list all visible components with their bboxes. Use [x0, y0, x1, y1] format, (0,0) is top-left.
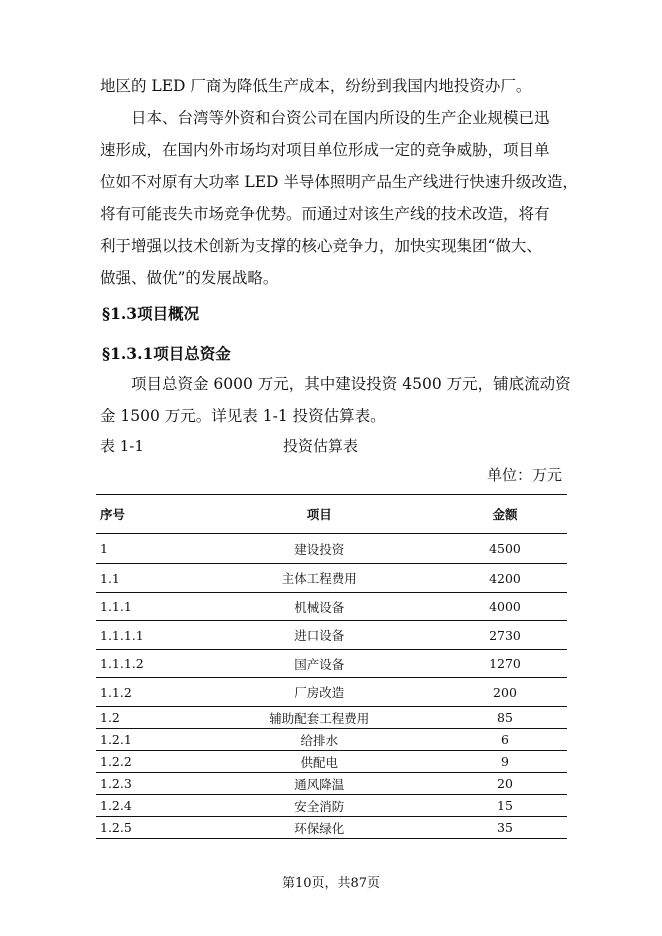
cell-no: 1.2.4	[96, 795, 195, 817]
cell-amount: 85	[443, 707, 567, 729]
cell-item: 供配电	[195, 751, 443, 773]
cell-item: 国产设备	[195, 650, 443, 678]
paragraph-continuation	[100, 70, 570, 102]
table-title: 投资估算表	[283, 437, 359, 455]
cell-amount: 15	[443, 795, 567, 817]
cell-item: 主体工程费用	[195, 564, 443, 593]
cell-no: 1.1.1.1	[96, 621, 195, 650]
cell-amount: 1270	[443, 650, 567, 678]
cell-amount: 6	[443, 729, 567, 751]
cell-amount: 35	[443, 817, 567, 839]
table-row	[96, 678, 567, 707]
text-line: 位如不对原有大功率 LED 半导体照明产品生产线进行快速升级改造，	[100, 173, 578, 191]
cell-item: 机械设备	[195, 593, 443, 621]
table-row	[96, 534, 567, 564]
table-row	[96, 729, 567, 751]
header-amount: 金额	[443, 495, 567, 534]
table-header-row	[96, 495, 567, 534]
table-row	[96, 751, 567, 773]
cell-item: 辅助配套工程费用	[195, 707, 443, 729]
text-line: 日本、台湾等外资和台资公司在国内所设的生产企业规模已迅	[131, 109, 550, 127]
header-item: 项目	[195, 495, 443, 534]
investment-table	[96, 494, 567, 839]
cell-no: 1.2.1	[96, 729, 195, 751]
cell-item: 通风降温	[195, 773, 443, 795]
text-line: 金 1500 万元。详见表 1-1 投资估算表。	[100, 407, 386, 425]
cell-no: 1.1	[96, 564, 195, 593]
cell-no: 1.2.5	[96, 817, 195, 839]
unit-label: 单位：万元	[486, 466, 562, 484]
cell-no: 1.1.1.2	[96, 650, 195, 678]
text-line: 做强、做优”的发展战略。	[100, 269, 279, 287]
cell-amount: 4500	[443, 534, 567, 564]
table-row	[96, 564, 567, 593]
table-row	[96, 593, 567, 621]
text-line: 利于增强以技术创新为支撑的核心竞争力，加快实现集团“做大、	[100, 237, 542, 255]
table-row	[96, 795, 567, 817]
cell-amount: 4000	[443, 593, 567, 621]
text-line: 速形成，在国内外市场均对项目单位形成一定的竞争威胁，项目单	[100, 141, 550, 159]
cell-amount: 20	[443, 773, 567, 795]
paragraph-foreign-competition	[100, 102, 578, 294]
cell-item: 安全消防	[195, 795, 443, 817]
text-line: 项目总资金 6000 万元，其中建设投资 4500 万元，铺底流动资	[131, 375, 571, 393]
text-line: 将有可能丧失市场竞争优势。而通过对该生产线的技术改造，将有	[100, 205, 550, 223]
header-no: 序号	[96, 495, 195, 534]
table-label: 表 1-1	[100, 437, 144, 455]
text-line: 地区的 LED 厂商为降低生产成本，纷纷到我国内地投资办厂。	[100, 77, 532, 95]
cell-item: 进口设备	[195, 621, 443, 650]
cell-item: 环保绿化	[195, 817, 443, 839]
section-heading: §1.3项目概况	[102, 304, 200, 323]
cell-no: 1.1.2	[96, 678, 195, 707]
subsection-heading: §1.3.1项目总资金	[102, 344, 231, 363]
cell-amount: 2730	[443, 621, 567, 650]
cell-amount: 9	[443, 751, 567, 773]
table-row	[96, 773, 567, 795]
cell-no: 1.2.3	[96, 773, 195, 795]
table-row	[96, 817, 567, 839]
table-row	[96, 621, 567, 650]
page-footer: 第10页，共87页	[281, 876, 381, 891]
cell-no: 1.1.1	[96, 593, 195, 621]
cell-item: 给排水	[195, 729, 443, 751]
cell-no: 1.2.2	[96, 751, 195, 773]
table-row	[96, 707, 567, 729]
cell-item: 厂房改造	[195, 678, 443, 707]
cell-no: 1	[96, 534, 195, 564]
paragraph-total-funds	[100, 368, 570, 432]
cell-no: 1.2	[96, 707, 195, 729]
table-row	[96, 650, 567, 678]
cell-amount: 4200	[443, 564, 567, 593]
cell-item: 建设投资	[195, 534, 443, 564]
cell-amount: 200	[443, 678, 567, 707]
